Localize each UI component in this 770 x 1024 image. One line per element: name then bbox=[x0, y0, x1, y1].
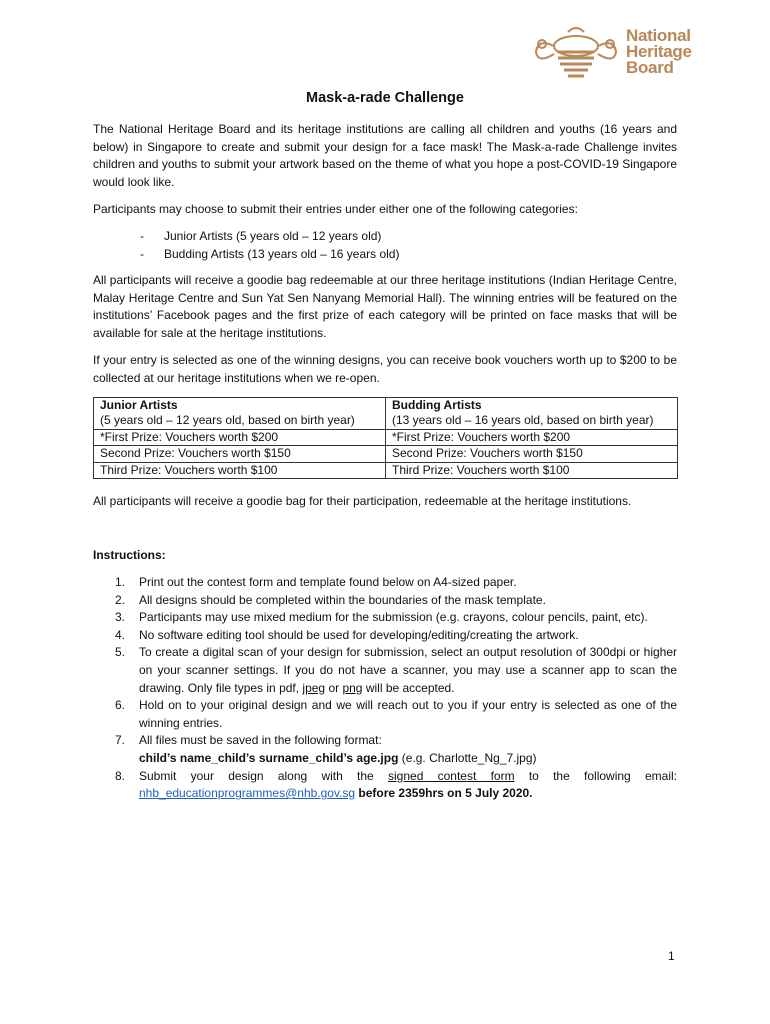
table-row bbox=[94, 462, 678, 478]
list-item: 6. Hold on to your original design and we will reach out to you if your entry is selected as one of the winning entries. bbox=[115, 698, 677, 730]
table-cell: *First Prize: Vouchers worth $200 bbox=[94, 429, 386, 445]
prize-table bbox=[93, 397, 678, 479]
list-item: 7. All files must be saved in the following format: child’s name_child’s surname_child’s age.jpg (e.g. Charlotte_Ng_7.jpg) bbox=[115, 733, 537, 765]
table-cell bbox=[94, 398, 386, 430]
list-item: 2. All designs should be completed within the boundaries of the mask template. bbox=[115, 592, 546, 607]
nhb-emblem-icon bbox=[530, 22, 622, 84]
instructions-heading: Instructions: bbox=[93, 548, 166, 562]
logo-wordmark bbox=[626, 28, 692, 76]
intro-paragraph: The National Heritage Board and its heritage institutions are calling all children and youths (16 years and below) in Singapore to create and submit your design for a face mask! The Mask-a-rade Challenge invites children and youths to submit your artwork based on the theme of what you hope a post-COVID-19 Singapore would look like. bbox=[93, 122, 677, 189]
categories-intro: Participants may choose to submit their entries under either one of the following categories: bbox=[93, 202, 578, 216]
table-cell: Third Prize: Vouchers worth $100 bbox=[386, 462, 678, 478]
table-row bbox=[94, 446, 678, 462]
voucher-paragraph: If your entry is selected as one of the winning designs, you can receive book vouchers worth up to $200 to be collected at our heritage institutions when we re-open. bbox=[93, 353, 677, 385]
email-link[interactable]: nhb_educationprogrammes@nhb.gov.sg bbox=[139, 786, 356, 801]
junior-header: Junior Artists bbox=[100, 398, 178, 412]
list-item: 1. Print out the contest form and template found below on A4-sized paper. bbox=[115, 575, 517, 589]
table-cell bbox=[386, 398, 678, 430]
instructions-list bbox=[93, 574, 677, 803]
page-title: Mask-a-rade Challenge bbox=[306, 90, 464, 106]
budding-header: Budding Artists bbox=[392, 398, 482, 412]
table-cell: Second Prize: Vouchers worth $150 bbox=[94, 446, 386, 462]
goodie-paragraph: All participants will receive a goodie bag redeemable at our three heritage institutions (Indian Heritage Centre, Malay Heritage Centre and Sun Yat Sen Nanyang Memorial Hall). The winning entries will be featured on the institutions’ Facebook pages and the first prize of each category will be printed on face masks that will be available for sale at the heritage institutions. bbox=[93, 273, 677, 340]
junior-subheader: (5 years old – 12 years old, based on birth year) bbox=[100, 413, 355, 428]
logo-line-board: Board bbox=[626, 58, 674, 77]
table-row bbox=[94, 398, 678, 430]
list-item: 3. Participants may use mixed medium for the submission (e.g. crayons, colour pencils, paint, etc). bbox=[115, 610, 648, 625]
participation-note: All participants will receive a goodie bag for their participation, redeemable at the heritage institutions. bbox=[93, 494, 632, 508]
table-row bbox=[94, 429, 678, 445]
logo-line-heritage: Heritage bbox=[626, 42, 692, 61]
jpeg-text: jpeg bbox=[302, 680, 326, 695]
list-item: 4. No software editing tool should be used for developing/editing/creating the artwork. bbox=[115, 627, 579, 642]
list-item: - Budding Artists (13 years old – 16 years old) bbox=[140, 246, 400, 261]
deadline-text: before 2359hrs on 5 July 2020. bbox=[355, 786, 533, 801]
budding-subheader: (13 years old – 16 years old, based on birth year) bbox=[392, 413, 654, 428]
png-text: png bbox=[342, 680, 363, 695]
nhb-logo bbox=[530, 22, 698, 84]
list-item: 5. To create a digital scan of your design for submission, select an output resolution of 300dpi or higher on your scanner settings. If you do not have a scanner, you may use a scanner app to scan the drawing. Only file types in pdf, jpeg or png will be accepted. bbox=[115, 645, 677, 695]
logo-line-national: National bbox=[626, 26, 691, 45]
table-cell: Third Prize: Vouchers worth $100 bbox=[94, 462, 386, 478]
category-list bbox=[140, 228, 399, 263]
signed-contest-form-link[interactable]: signed contest form bbox=[388, 768, 515, 783]
list-item: - Junior Artists (5 years old – 12 years old) bbox=[140, 229, 382, 243]
page-number: 1 bbox=[668, 949, 675, 963]
table-cell: Second Prize: Vouchers worth $150 bbox=[386, 446, 678, 462]
filename-format: child’s name_child’s surname_child’s age.jpg bbox=[139, 750, 399, 765]
list-item: 8. Submit your design along with the signed contest form to the following email: nhb_educationprogrammes@nhb.gov.sg before 2359hrs on 5 July 2020. bbox=[115, 768, 678, 801]
table-cell: *First Prize: Vouchers worth $200 bbox=[386, 429, 678, 445]
